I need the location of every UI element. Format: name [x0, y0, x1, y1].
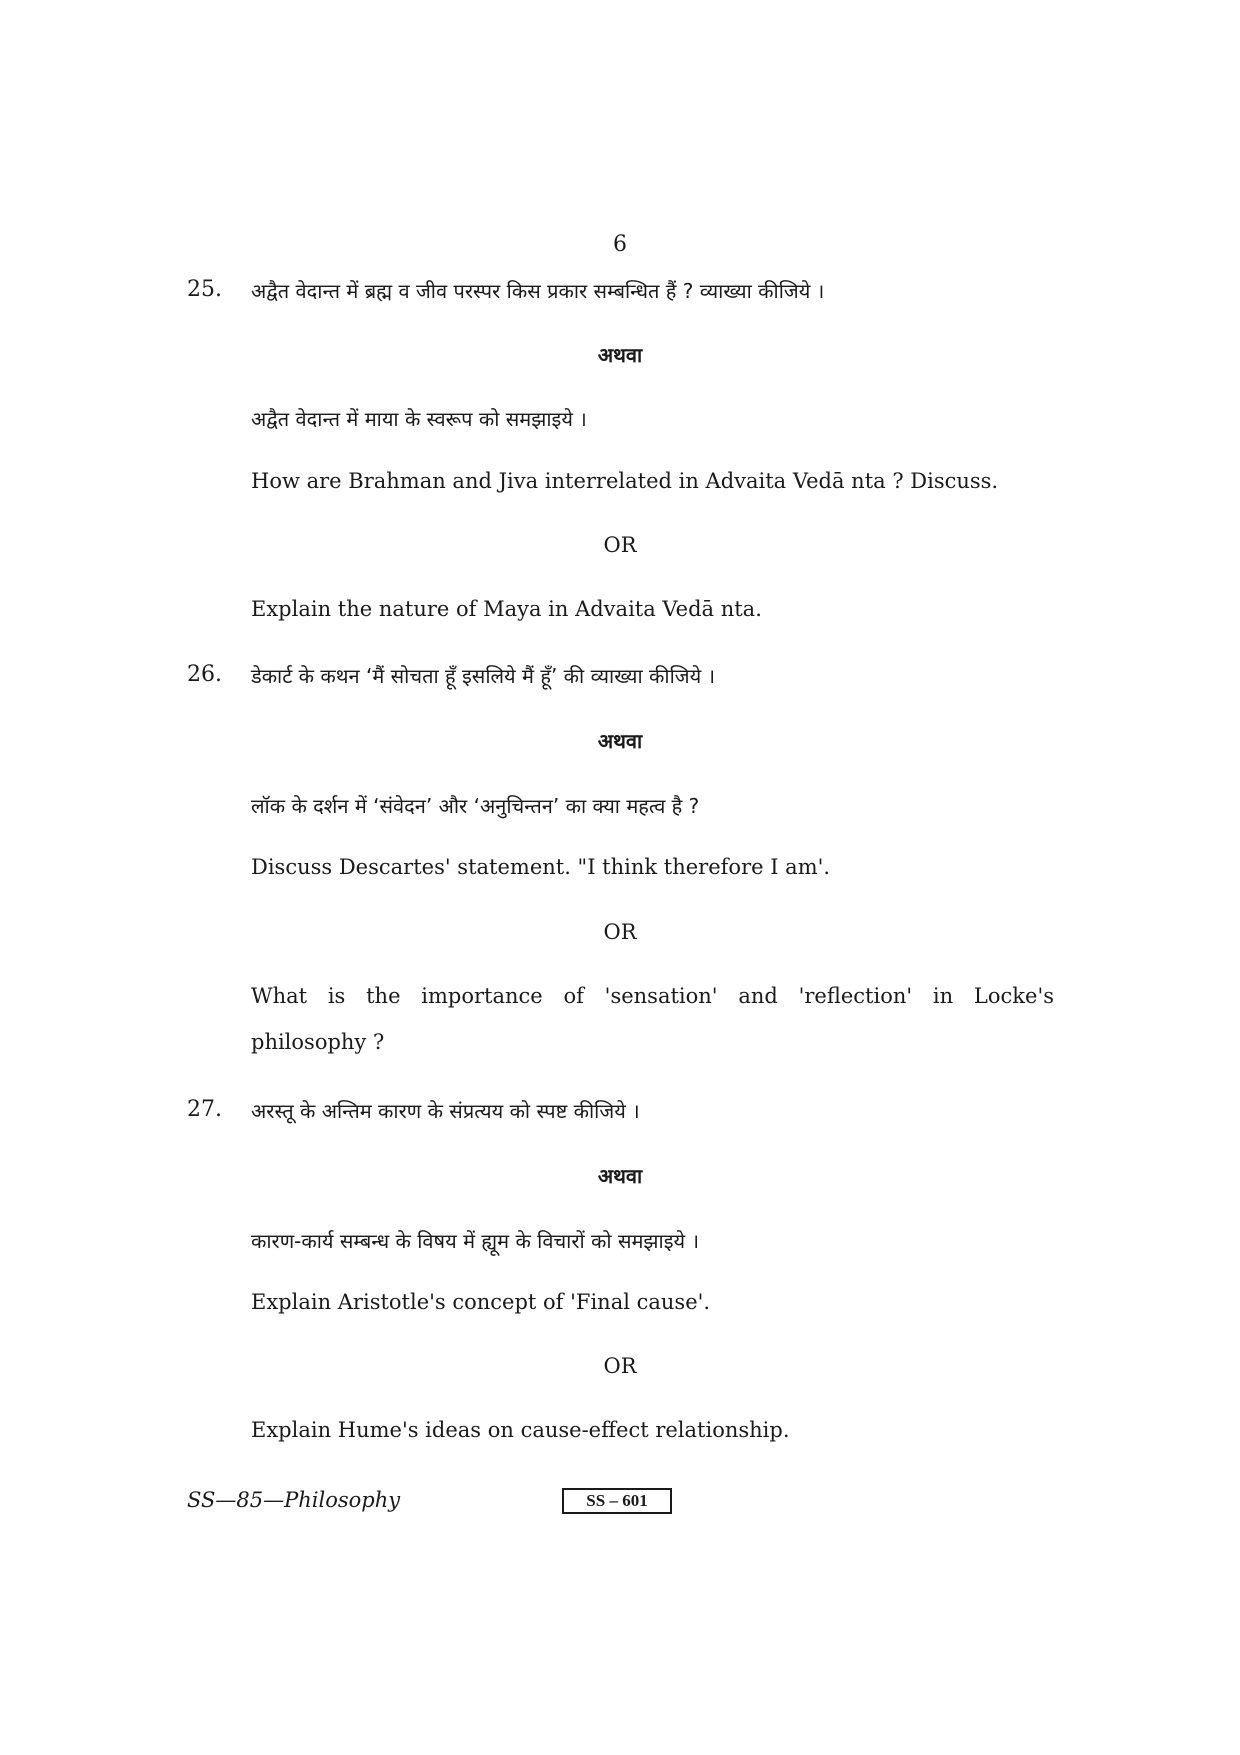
question-26-or-hindi: अथवा — [597, 729, 643, 753]
question-27-or-hindi: अथवा — [597, 1164, 643, 1188]
question-25-hindi: अद्वैत वेदान्त में ब्रह्म व जीव परस्पर किस प्रकार सम्बन्धित हैं ? व्याख्या कीजिये । — [251, 279, 825, 303]
question-26-english-alternative-line-1: What is the importance of 'sensation' and 'reflection' in Locke's — [251, 984, 1054, 1008]
question-25-or-english: OR — [603, 533, 637, 557]
question-27-english-alternative: Explain Hume's ideas on cause-effect relationship. — [251, 1418, 790, 1442]
question-26-english: Discuss Descartes' statement. "I think therefore I am'. — [251, 855, 831, 879]
question-number-25: 25. — [187, 277, 222, 302]
question-26-english-alternative-line-2: philosophy ? — [251, 1030, 385, 1054]
footer-paper-code: SS – 601 — [562, 1488, 672, 1514]
question-25-or-hindi: अथवा — [597, 343, 643, 367]
question-25-english: How are Brahman and Jiva interrelated in Advaita Vedā nta ? Discuss. — [251, 469, 999, 493]
page-number: 6 — [613, 232, 627, 257]
question-number-27: 27. — [187, 1097, 222, 1122]
question-26-hindi: डेकार्ट के कथन ‘मैं सोचता हूँ इसलिये मैं हूँ’ की व्याख्या कीजिये । — [251, 664, 716, 688]
question-number-26: 26. — [187, 662, 222, 687]
question-26-or-english: OR — [603, 920, 637, 944]
question-27-hindi-alternative: कारण-कार्य सम्बन्ध के विषय में ह्यूम के विचारों को समझाइये । — [251, 1229, 700, 1253]
question-25-english-alternative: Explain the nature of Maya in Advaita Vedā nta. — [251, 597, 762, 621]
question-27-english: Explain Aristotle's concept of 'Final cause'. — [251, 1290, 711, 1314]
question-26-hindi-alternative: लॉक के दर्शन में ‘संवेदन’ और ‘अनुचिन्तन’ का क्या महत्व है ? — [251, 794, 700, 818]
footer-subject: SS—85—Philosophy — [187, 1488, 401, 1512]
question-27-hindi: अरस्तू के अन्तिम कारण के संप्रत्यय को स्पष्ट कीजिये । — [251, 1099, 640, 1123]
question-27-or-english: OR — [603, 1354, 637, 1378]
question-25-hindi-alternative: अद्वैत वेदान्त में माया के स्वरूप को समझाइये । — [251, 407, 587, 431]
